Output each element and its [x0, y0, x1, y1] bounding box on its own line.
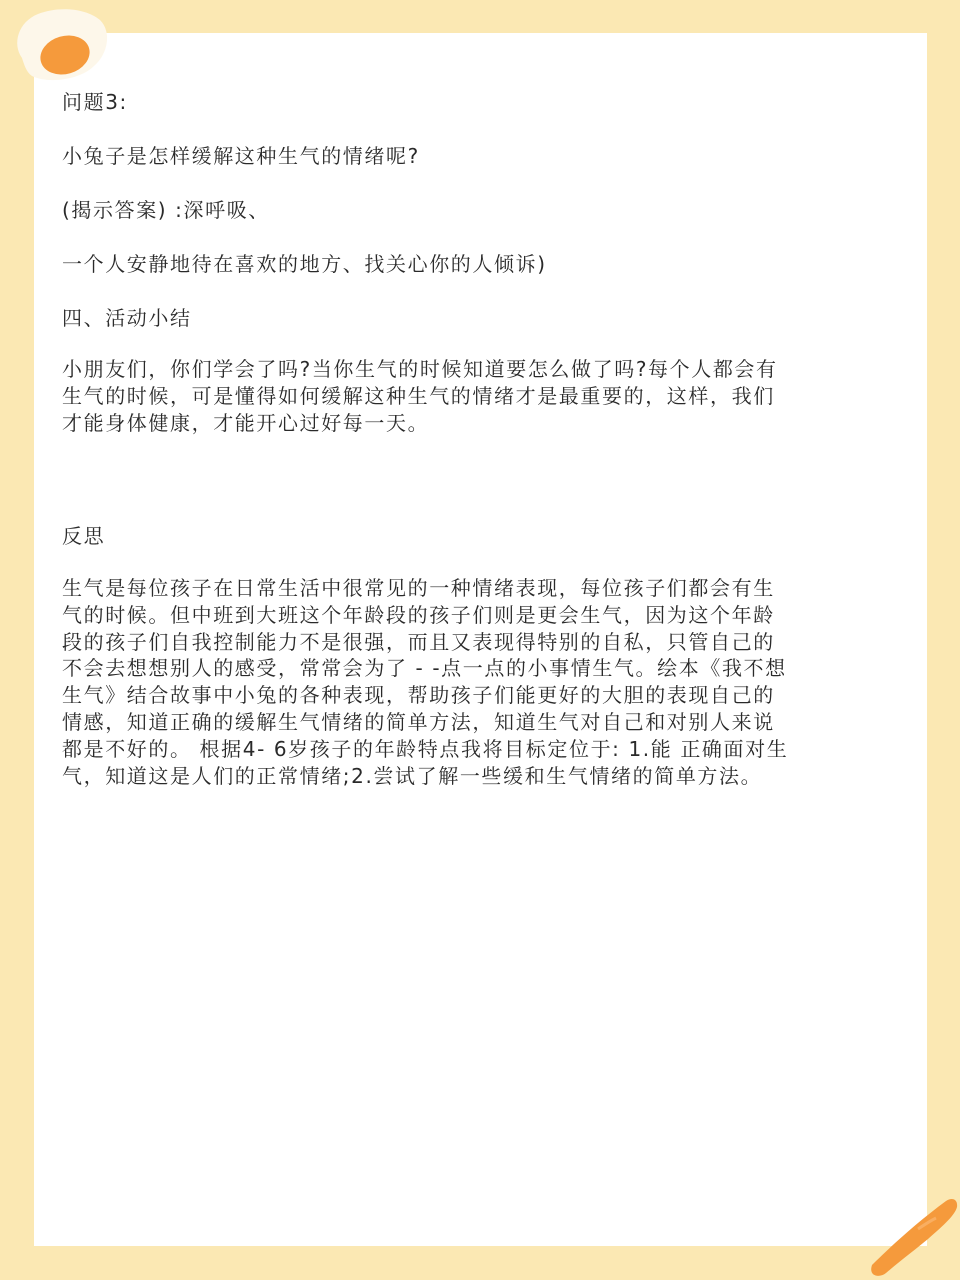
summary-paragraph	[62, 356, 898, 436]
orange-blob-icon	[8, 4, 112, 88]
summary-line: 才能身体健康，才能开心过好每一天。	[62, 410, 430, 435]
reflection-line: 气的时候。但中班到大班这个年龄段的孩子们则是更会生气，因为这个年龄	[62, 602, 775, 627]
reflection-line: 情感，知道正确的缓解生气情绪的简单方法，知道生气对自己和对别人来说	[62, 709, 775, 734]
orange-brush-streak-icon	[858, 1185, 960, 1280]
reflection-paragraph	[62, 575, 898, 789]
reflection-line: 气，知道这是人们的正常情绪;2.尝试了解一些缓和生气情绪的简单方法。	[62, 763, 763, 788]
summary-line: 生气的时候，可是懂得如何缓解这种生气的情绪才是最重要的，这样，我们	[62, 383, 775, 408]
question-heading: 问题3:	[62, 90, 128, 114]
reflection-line: 都是不好的。 根据4- 6岁孩子的年龄特点我将目标定位于: 1.能 正确面对生	[62, 736, 789, 761]
reflection-line: 生气》结合故事中小兔的各种表现，帮助孩子们能更好的大胆的表现自己的	[62, 683, 775, 708]
reflection-line: 段的孩子们自我控制能力不是很强，而且又表现得特别的自私，只管自己的	[62, 629, 775, 654]
reflection-heading: 反思	[62, 524, 106, 548]
summary-line: 小朋友们，你们学会了吗?当你生气的时候知道要怎么做了吗?每个人都会有	[62, 357, 778, 381]
reflection-line: 不会去想想别人的感受，常常会为了 - -点一点的小事情生气。绘本《我不想	[62, 656, 787, 681]
summary-heading: 四、活动小结	[62, 306, 192, 330]
answer-continued: 一个人安静地待在喜欢的地方、找关心你的人倾诉)	[62, 252, 547, 276]
answer-reveal: (揭示答案) :深呼吸、	[62, 198, 270, 222]
reflection-line: 生气是每位孩子在日常生活中很常见的一种情绪表现，每位孩子们都会有生	[62, 576, 775, 600]
question-text: 小兔子是怎样缓解这种生气的情绪呢?	[62, 144, 420, 168]
